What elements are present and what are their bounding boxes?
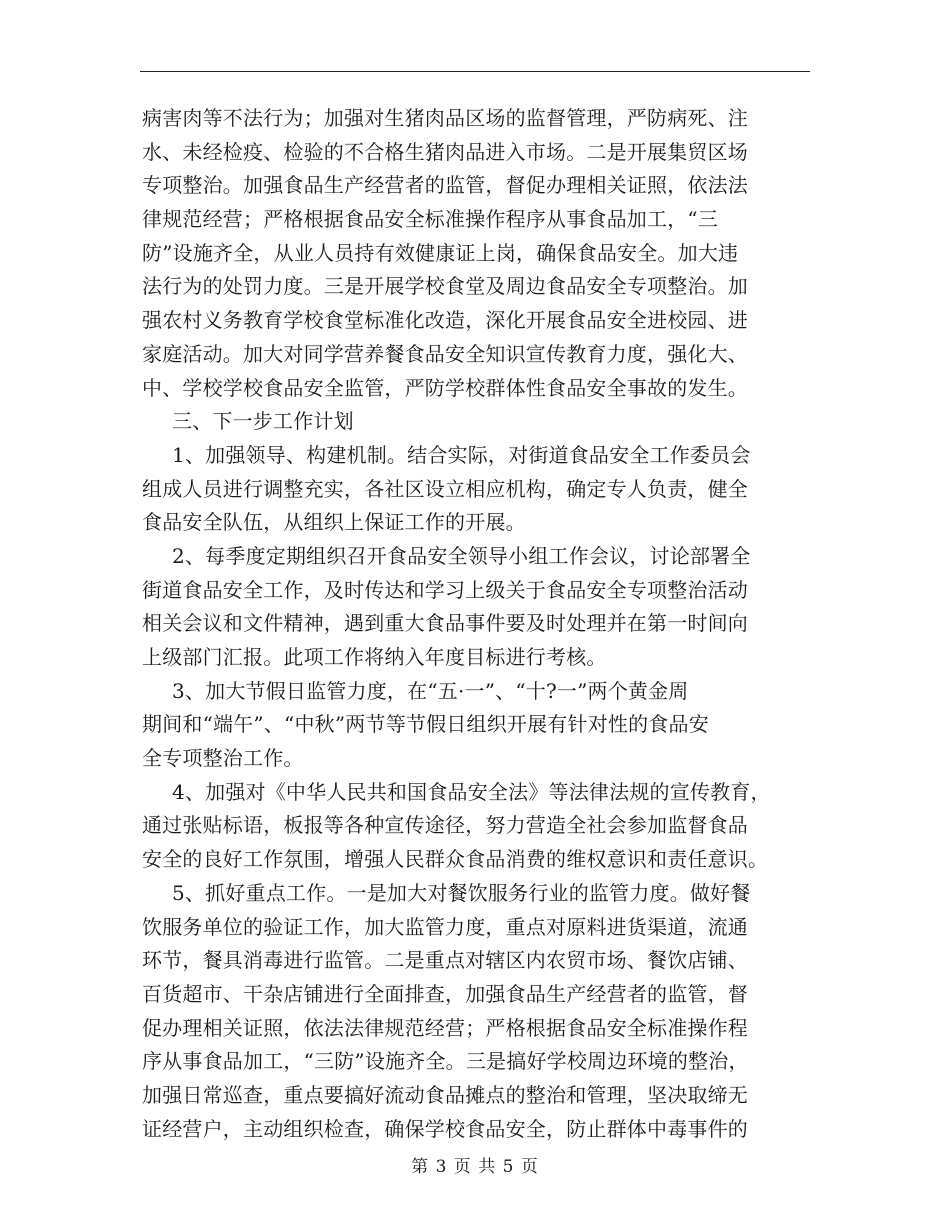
- text-line: 强农村义务教育学校食堂标准化改造，深化开展食品安全进校园、进: [142, 308, 748, 333]
- text-line: 环节，餐具消毒进行监管。二是重点对辖区内农贸市场、餐饮店铺、: [142, 948, 748, 973]
- text-line: 4、加强对《中华人民共和国食品安全法》等法律法规的宣传教育，: [172, 779, 771, 804]
- text-line: 3、加大节假日监管力度，在“五·一”、“十?一”两个黄金周: [172, 678, 689, 703]
- text-line: 上级部门汇报。此项工作将纳入年度目标进行考核。: [142, 645, 607, 669]
- text-line: 水、未经检疫、检验的不合格生猪肉品进入市场。二是开展集贸区场: [142, 139, 748, 164]
- text-line: 律规范经营；严格根据食品安全标准操作程序从事食品加工，“三: [142, 207, 719, 232]
- text-line: 家庭活动。加大对同学营养餐食品安全知识宣传教育力度，强化大、: [142, 341, 748, 366]
- text-line: 防”设施齐全，从业人员持有效健康证上岗，确保食品安全。加大违: [142, 240, 739, 265]
- text-line: 全专项整治工作。: [142, 746, 304, 771]
- text-line: 中、学校学校食品安全监管，严防学校群体性食品安全事故的发生。: [142, 375, 748, 400]
- text-line: 饮服务单位的验证工作，加大监管力度，重点对原料进货渠道，流通: [142, 914, 748, 939]
- text-line: 食品安全队伍，从组织上保证工作的开展。: [142, 510, 526, 535]
- text-line: 相关会议和文件精神，遇到重大食品事件要及时处理并在第一时间向: [142, 611, 748, 636]
- text-line: 三、下一步工作计划: [172, 409, 354, 434]
- text-line: 安全的良好工作氛围，增强人民群众食品消费的维权意识和责任意识。: [142, 847, 769, 872]
- text-line: 加强日常巡查，重点要搞好流动食品摊点的整治和管理，坚决取缔无: [142, 1082, 748, 1107]
- text-line: 期间和“端午”、“中秋”两节等节假日组织开展有针对性的食品安: [142, 712, 709, 737]
- text-line: 专项整治。加强食品生产经营者的监管，督促办理相关证照，依法法: [142, 173, 748, 198]
- text-line: 证经营户，主动组织检查，确保学校食品安全，防止群体中毒事件的: [142, 1116, 748, 1141]
- header-rule: [140, 71, 810, 72]
- text-line: 街道食品安全工作，及时传达和学习上级关于食品安全专项整治活动: [142, 577, 748, 602]
- text-line: 1、加强领导、构建机制。结合实际，对街道食品安全工作委员会: [172, 442, 751, 467]
- text-line: 2、每季度定期组织召开食品安全领导小组工作会议，讨论部署全: [172, 543, 751, 568]
- text-line: 5、抓好重点工作。一是加大对餐饮服务行业的监管力度。做好餐: [172, 880, 751, 905]
- page-footer: 第 3 页 共 5 页: [411, 1157, 539, 1177]
- text-line: 法行为的处罚力度。三是开展学校食堂及周边食品安全专项整治。加: [142, 274, 748, 299]
- text-line: 促办理相关证照，依法法律规范经营；严格根据食品安全标准操作程: [142, 1015, 748, 1040]
- text-line: 序从事食品加工，“三防”设施齐全。三是搞好学校周边环境的整治，: [142, 1049, 749, 1074]
- text-line: 百货超市、干杂店铺进行全面排查，加强食品生产经营者的监管，督: [142, 981, 748, 1006]
- text-line: 通过张贴标语，板报等各种宣传途径，努力营造全社会参加监督食品: [142, 813, 748, 838]
- text-line: 组成人员进行调整充实，各社区设立相应机构，确定专人负责，健全: [142, 476, 748, 501]
- text-line: 病害肉等不法行为；加强对生猪肉品区场的监督管理，严防病死、注: [142, 106, 748, 130]
- body-text: [142, 102, 822, 1146]
